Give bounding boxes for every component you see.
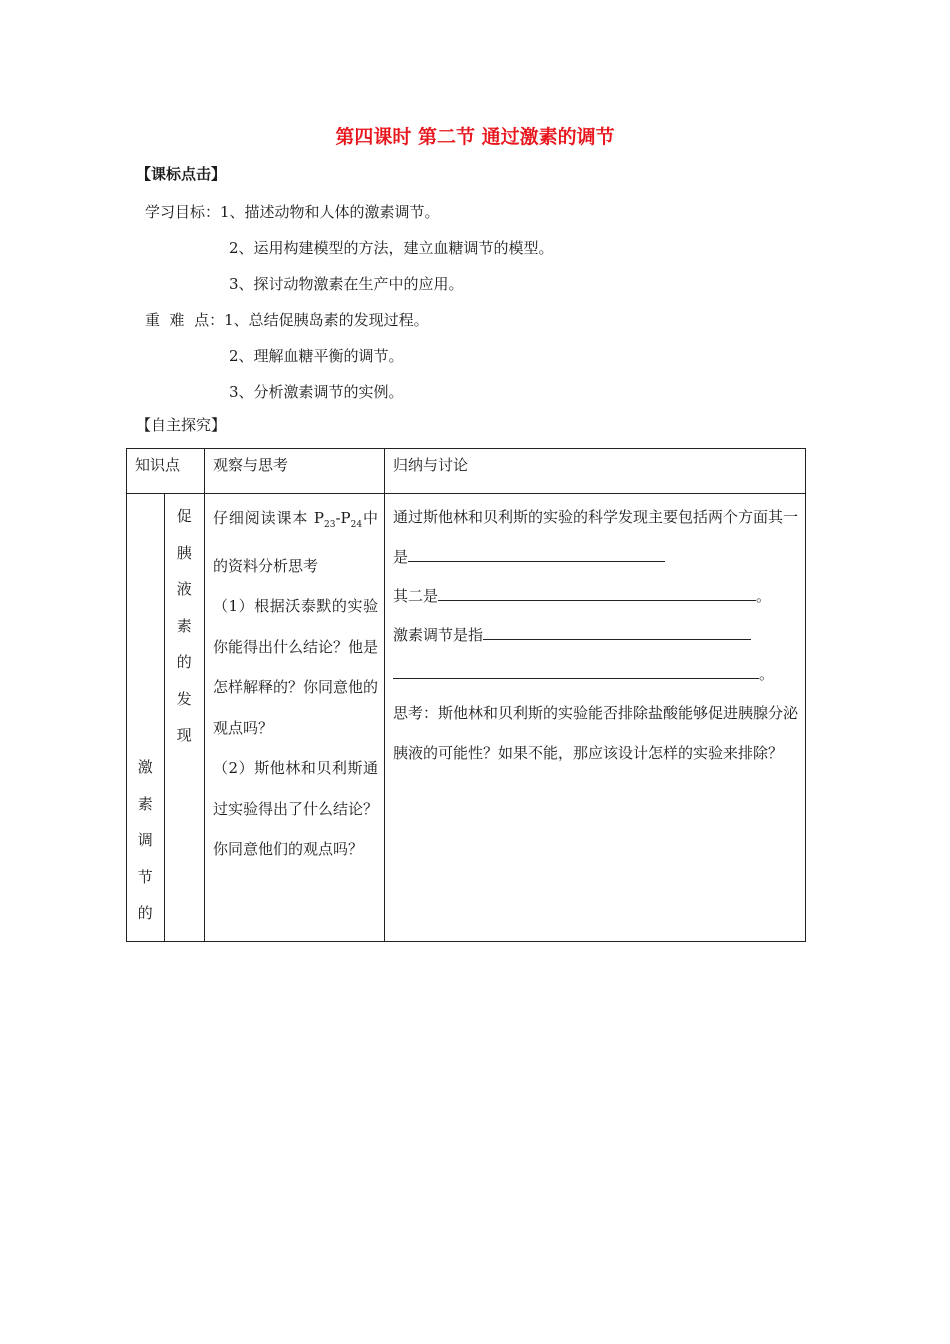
table-row xyxy=(127,494,806,942)
discovery-second: 其二是 。 xyxy=(393,577,799,616)
reading-instruction: 仔细阅读课本 $P_{23}-P_{24}$中的资料分析思考 xyxy=(213,509,378,575)
subtopic-char: 发 xyxy=(176,689,192,708)
key-point-item: 3、分析激素调节的实例。 xyxy=(229,383,404,401)
discovery-intro: 通过斯他林和贝利斯的实验的科学发现主要包括两个方面其一是 xyxy=(393,508,799,566)
subtopic-char: 液 xyxy=(176,580,192,598)
page-subscript: 23 xyxy=(324,520,336,530)
topic-char: 激 xyxy=(137,758,153,776)
header-observe: 观察与思考 xyxy=(205,449,385,494)
subtopic-char: 现 xyxy=(176,726,192,744)
question-2: （2）斯他林和贝利斯通过实验得出了什么结论？你同意他们的观点吗？ xyxy=(213,759,379,858)
key-point-line-1 xyxy=(145,309,429,330)
hormone-definition: 激素调节是指 xyxy=(393,616,799,655)
objective-item: 1、描述动物和人体的激素调节。 xyxy=(220,203,440,221)
topic-char: 调 xyxy=(137,831,153,849)
objective-item: 3、探讨动物激素在生产中的应用。 xyxy=(229,275,464,293)
section-heading-explore: 【自主探究】 xyxy=(136,416,227,434)
page-subscript: 24 xyxy=(350,520,363,530)
header-knowledge: 知识点 xyxy=(127,449,205,494)
topic-char: 的 xyxy=(137,904,153,922)
key-point-item: 1、总结促胰岛素的发现过程。 xyxy=(224,311,429,329)
answer-blank[interactable] xyxy=(408,544,665,562)
objectives-label: 学习目标： xyxy=(145,203,221,221)
key-points-label: 重 难 点： xyxy=(145,311,225,329)
question-1: （1）根据沃泰默的实验你能得出什么结论？他是怎样解释的？你同意他的观点吗？ xyxy=(213,597,379,737)
section-heading-curriculum: 【课标点击】 xyxy=(136,165,227,183)
subtopic-char: 的 xyxy=(176,653,192,671)
observe-cell xyxy=(205,494,385,942)
objective-item: 2、运用构建模型的方法，建立血糖调节的模型。 xyxy=(229,239,554,257)
knowledge-cell xyxy=(127,494,205,942)
hormone-definition-cont: 。 xyxy=(393,655,799,694)
table-header-row xyxy=(127,449,806,494)
answer-blank[interactable] xyxy=(438,583,756,601)
discuss-cell xyxy=(385,494,806,942)
topic-vertical xyxy=(127,494,165,941)
thinking-question: 思考：斯他林和贝利斯的实验能否排除盐酸能够促进胰腺分泌胰液的可能性？如果不能，那应该设计怎样的实验来排除？ xyxy=(393,704,799,762)
topic-char: 节 xyxy=(137,867,153,886)
objective-line-1 xyxy=(145,201,440,222)
page-title: 第四课时 第二节 通过激素的调节 xyxy=(335,126,615,148)
subtopic-char: 胰 xyxy=(176,543,192,562)
key-point-item: 2、理解血糖平衡的调节。 xyxy=(229,347,404,365)
subtopic-char: 促 xyxy=(176,507,192,525)
answer-blank[interactable] xyxy=(483,622,751,640)
subtopic-char: 素 xyxy=(176,616,192,635)
subtopic-vertical xyxy=(165,494,204,941)
explore-table xyxy=(126,448,806,942)
topic-char: 素 xyxy=(137,794,153,813)
answer-blank[interactable] xyxy=(393,661,759,679)
header-discuss: 归纳与讨论 xyxy=(385,449,806,494)
